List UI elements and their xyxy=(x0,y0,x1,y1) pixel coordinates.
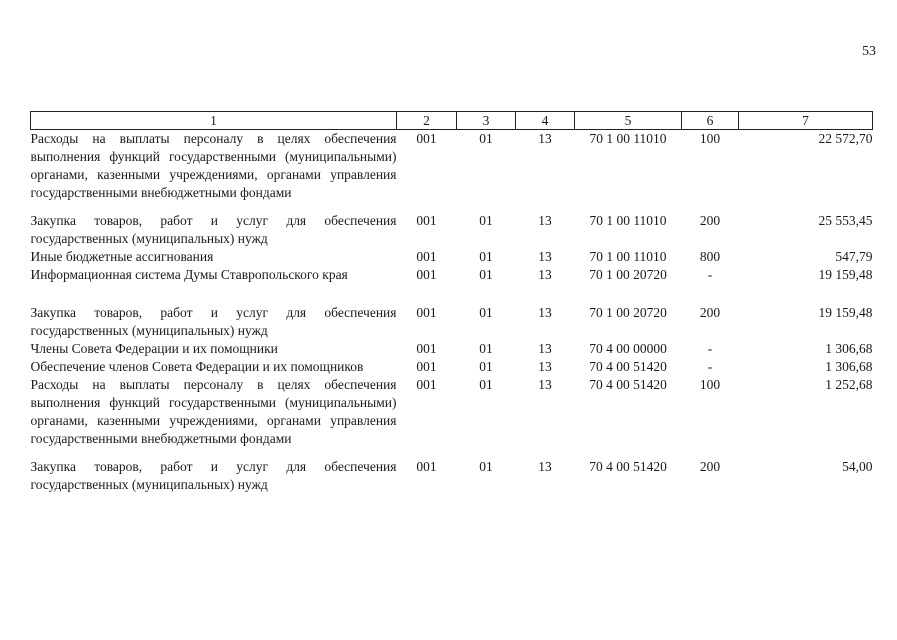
row-c5: 70 4 00 51420 xyxy=(589,359,667,374)
row-c5: 70 1 00 11010 xyxy=(589,131,667,146)
table-row xyxy=(31,340,873,358)
row-c2: 001 xyxy=(416,131,437,146)
row-c7: 1 306,68 xyxy=(825,341,873,356)
row-c7: 22 572,70 xyxy=(818,131,873,146)
row-c2: 001 xyxy=(416,213,437,228)
row-c4: 13 xyxy=(538,267,552,282)
row-c6: 800 xyxy=(699,249,721,264)
row-c7: 54,00 xyxy=(842,459,873,474)
row-c3: 01 xyxy=(479,267,493,282)
row-c2: 001 xyxy=(416,267,437,282)
row-c5: 70 1 00 20720 xyxy=(589,305,667,320)
row-c2: 001 xyxy=(416,305,437,320)
row-c2: 001 xyxy=(416,359,437,374)
row-c4: 13 xyxy=(538,131,552,146)
row-c2: 001 xyxy=(416,249,437,264)
row-c3: 01 xyxy=(479,377,493,392)
row-name: Обеспечение членов Совета Федерации и их помощников xyxy=(30,359,364,374)
row-c3: 01 xyxy=(479,459,493,474)
row-c2: 001 xyxy=(416,459,437,474)
table-row xyxy=(31,212,873,248)
table-row xyxy=(31,458,873,494)
row-name: Закупка товаров, работ и услуг для обеспечения государственных (муниципальных) нужд xyxy=(30,459,397,492)
row-c4: 13 xyxy=(538,305,552,320)
row-c5: 70 1 00 11010 xyxy=(589,249,667,264)
row-c3: 01 xyxy=(479,359,493,374)
row-name: Расходы на выплаты персоналу в целях обеспечения выполнения функций государственными (муниципальными) органами, казенными учреждениями, органами управления государственными внебюджетными фондами xyxy=(30,131,397,200)
row-c4: 13 xyxy=(538,359,552,374)
col-header-7: 7 xyxy=(739,112,873,130)
row-c6: - xyxy=(707,267,713,282)
row-c7: 19 159,48 xyxy=(818,267,873,282)
row-name: Члены Совета Федерации и их помощники xyxy=(30,341,278,356)
row-c7: 1 252,68 xyxy=(825,377,873,392)
row-name: Закупка товаров, работ и услуг для обеспечения государственных (муниципальных) нужд xyxy=(30,213,397,246)
budget-table xyxy=(30,111,873,494)
table-header-row xyxy=(31,112,873,130)
row-c5: 70 4 00 51420 xyxy=(589,459,667,474)
col-header-6: 6 xyxy=(682,112,739,130)
row-c3: 01 xyxy=(479,249,493,264)
table-row xyxy=(31,130,873,213)
col-header-3: 3 xyxy=(457,112,516,130)
table-row xyxy=(31,358,873,376)
row-c6: - xyxy=(707,341,713,356)
row-c6: 100 xyxy=(699,131,721,146)
row-c6: - xyxy=(707,359,713,374)
row-c7: 25 553,45 xyxy=(818,213,873,228)
row-c5: 70 1 00 20720 xyxy=(589,267,667,282)
row-c4: 13 xyxy=(538,341,552,356)
row-c7: 547,79 xyxy=(835,249,873,264)
row-c5: 70 4 00 51420 xyxy=(589,377,667,392)
col-header-1: 1 xyxy=(31,112,397,130)
table-row xyxy=(31,266,873,304)
row-c3: 01 xyxy=(479,305,493,320)
row-c4: 13 xyxy=(538,213,552,228)
row-c7: 19 159,48 xyxy=(818,305,873,320)
row-name: Закупка товаров, работ и услуг для обеспечения государственных (муниципальных) нужд xyxy=(30,305,397,338)
row-c4: 13 xyxy=(538,459,552,474)
row-c2: 001 xyxy=(416,341,437,356)
row-c3: 01 xyxy=(479,131,493,146)
row-name: Иные бюджетные ассигнования xyxy=(30,249,214,264)
row-c3: 01 xyxy=(479,341,493,356)
row-c4: 13 xyxy=(538,249,552,264)
col-header-5: 5 xyxy=(575,112,682,130)
row-c7: 1 306,68 xyxy=(825,359,873,374)
col-header-4: 4 xyxy=(516,112,575,130)
table-row xyxy=(31,248,873,266)
row-c5: 70 4 00 00000 xyxy=(589,341,667,356)
row-c6: 200 xyxy=(699,213,721,228)
row-c6: 200 xyxy=(699,459,721,474)
row-c6: 100 xyxy=(699,377,721,392)
row-name: Расходы на выплаты персоналу в целях обеспечения выполнения функций государственными (муниципальными) органами, казенными учреждениями, органами управления государственными внебюджетными фондами xyxy=(30,377,397,446)
row-c2: 001 xyxy=(416,377,437,392)
row-name: Информационная система Думы Ставропольского края xyxy=(30,267,348,282)
row-c6: 200 xyxy=(699,305,721,320)
row-c5: 70 1 00 11010 xyxy=(589,213,667,228)
row-c4: 13 xyxy=(538,377,552,392)
page-number: 53 xyxy=(862,44,876,59)
col-header-2: 2 xyxy=(397,112,457,130)
table-row xyxy=(31,376,873,458)
table-row xyxy=(31,304,873,340)
row-c3: 01 xyxy=(479,213,493,228)
